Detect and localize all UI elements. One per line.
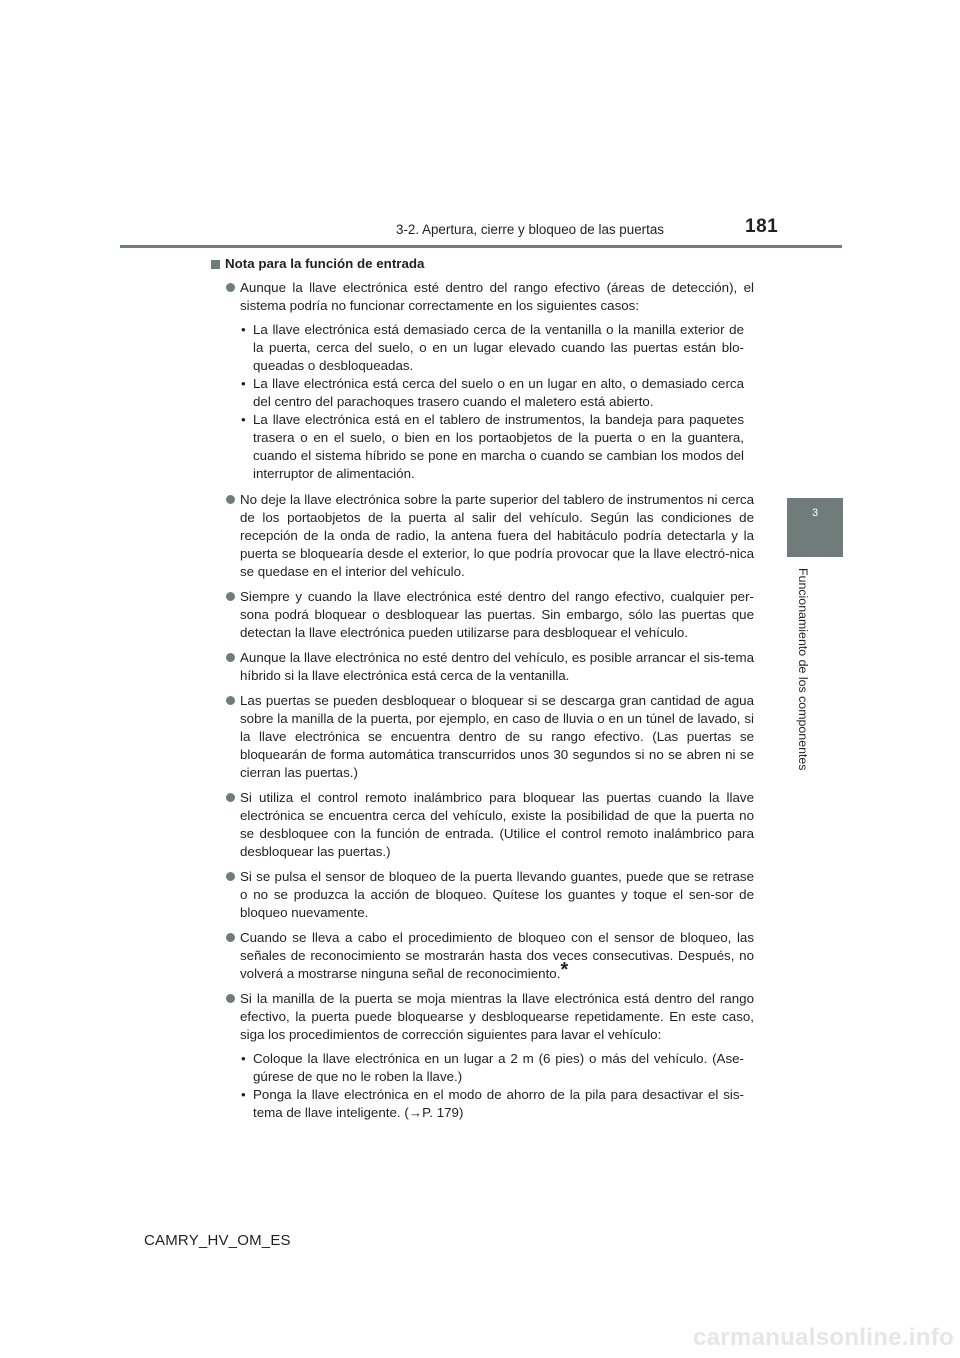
bullet-text: Cuando se lleva a cabo el procedimiento de bloqueo con el sensor de bloqueo, las señales de reconocimiento se mostrarán hasta dos veces consecutivas. Después, no volverá a mostrarse ninguna señal de reconocimiento.: [240, 930, 754, 981]
sub-bullet-icon: •: [241, 322, 246, 337]
watermark: carmanualsonline.info: [692, 1324, 954, 1351]
bullet-circle-icon: [226, 994, 235, 1003]
bullet-item: [210, 588, 754, 642]
sub-bullet-icon: •: [241, 1051, 246, 1066]
section-heading: [210, 255, 754, 273]
sub-list-text: Ponga la llave electrónica en el modo de ahorro de la pila para desactivar el sis-tema de llave inteligente. (→P. 179): [253, 1087, 744, 1120]
sub-bullet-icon: •: [241, 1087, 246, 1102]
footnote-mark: *: [560, 959, 569, 981]
bullet-text: Aunque la llave electrónica no esté dentro del vehículo, es posible arrancar el sis-tema híbrido si la llave electrónica está cerca de la ventanilla.: [240, 650, 754, 683]
bullet-text: Aunque la llave electrónica esté dentro del rango efectivo (áreas de detección), el sistema podría no funcionar correctamente en los siguientes casos:: [240, 280, 754, 313]
bullet-text: Si la manilla de la puerta se moja mientras la llave electrónica está dentro del rango efectivo, la puerta puede bloquearse y desbloquearse repetidamente. En este caso, siga los procedimientos de corrección siguientes para lavar el vehículo:: [240, 991, 754, 1042]
sub-list-item: [210, 1086, 744, 1122]
bullet-circle-icon: [226, 872, 235, 881]
bullet-circle-icon: [226, 933, 235, 942]
sub-list-text: La llave electrónica está cerca del suelo o en un lugar en alto, o demasiado cerca del centro del parachoques trasero cuando el maletero está abierto.: [253, 376, 744, 409]
sub-list-text: La llave electrónica está demasiado cerca de la ventanilla o la manilla exterior de la puerta, cerca del suelo, o en un lugar elevado cuando las puertas están blo-queadas o desbloqueadas.: [253, 322, 744, 373]
sub-list: [210, 321, 754, 483]
bullet-item: [210, 868, 754, 922]
chapter-tab-number: 3: [811, 507, 819, 519]
bullet-circle-icon: [226, 283, 235, 292]
sub-list-item: [210, 411, 744, 483]
bullet-text: No deje la llave electrónica sobre la parte superior del tablero de instrumentos ni cerca de los portaobjetos de la puerta al salir del vehículo. Según las condiciones de recepción de la onda de radio, la antena fuera del habitáculo podría detectarla y la puerta se bloquearía desde el exterior, lo que podría provocar que la llave electró-nica se quedase en el interior del vehículo.: [240, 492, 754, 579]
page-number: 181: [745, 216, 779, 237]
sub-list-item: [210, 375, 744, 411]
bullet-circle-icon: [226, 793, 235, 802]
bullet-item: [210, 789, 754, 861]
section-heading-text: Nota para la función de entrada: [225, 256, 425, 271]
bullet-list: [210, 279, 754, 1122]
chapter-side-label: Funcionamiento de los componentes: [796, 568, 810, 771]
bullet-item: [210, 692, 754, 782]
header-rule: [120, 245, 842, 248]
bullet-item: [210, 649, 754, 685]
bullet-circle-icon: [226, 592, 235, 601]
sub-list-item: [210, 1050, 744, 1086]
bullet-item: [210, 990, 754, 1122]
header-section-title: 3-2. Apertura, cierre y bloqueo de las puertas: [396, 222, 664, 237]
bullet-text: Las puertas se pueden desbloquear o bloquear si se descarga gran cantidad de agua sobre la manilla de la puerta, por ejemplo, en caso de lluvia o en un túnel de lavado, si la llave electrónica se encuentra dentro de su rango efectivo. (Las puertas se bloquearán de forma automática transcurridos unos 30 segundos si no se abren ni se cierran las puertas.): [240, 693, 754, 780]
bullet-circle-icon: [226, 696, 235, 705]
bullet-text: Siempre y cuando la llave electrónica esté dentro del rango efectivo, cualquier per-sona podrá bloquear o desbloquear las puertas. Sin embargo, sólo las puertas que detectan la llave electrónica pueden utilizarse para desbloquear el vehículo.: [240, 589, 754, 640]
sub-list-item: [210, 321, 744, 375]
footer-doc-code: CAMRY_HV_OM_ES: [144, 1232, 291, 1249]
square-icon: [211, 260, 220, 269]
sub-list: [210, 1050, 754, 1122]
sub-list-text: Coloque la llave electrónica en un lugar a 2 m (6 pies) o más del vehículo. (Ase-gúrese de que no le roben la llave.): [253, 1051, 744, 1084]
bullet-circle-icon: [226, 653, 235, 662]
bullet-item: [210, 279, 754, 483]
sub-bullet-icon: •: [241, 412, 246, 427]
bullet-circle-icon: [226, 495, 235, 504]
sub-list-text: La llave electrónica está en el tablero de instrumentos, la bandeja para paquetes trasera o en el suelo, o bien en los portaobjetos de la puerta o en la guantera, cuando el sistema híbrido se pone en marcha o cuando se cambian los modos del interruptor de alimentación.: [253, 412, 744, 481]
bullet-text: Si se pulsa el sensor de bloqueo de la puerta llevando guantes, puede que se retrase o no se produzca la acción de bloqueo. Quítese los guantes y toque el sen-sor de bloqueo nuevamente.: [240, 869, 754, 920]
bullet-item: [210, 491, 754, 581]
main-content: [210, 255, 754, 1130]
bullet-item: [210, 929, 754, 983]
sub-bullet-icon: •: [241, 376, 246, 391]
bullet-text: Si utiliza el control remoto inalámbrico para bloquear las puertas cuando la llave electrónica se encuentra cerca del vehículo, existe la posibilidad de que la puerta no se desbloquee con la función de entrada. (Utilice el control remoto inalámbrico para desbloquear las puertas.): [240, 790, 754, 859]
